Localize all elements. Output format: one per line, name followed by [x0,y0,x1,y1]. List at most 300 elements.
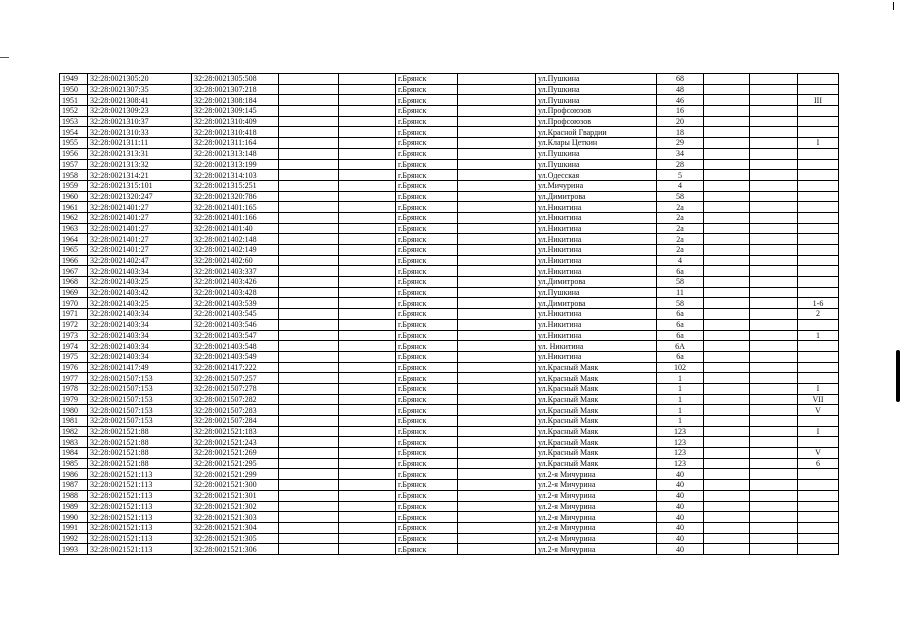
empty-cell [704,234,750,245]
object-number: 32:28:0021314:103 [192,170,279,181]
apartment-note: III [798,95,839,106]
city: г.Брянск [396,533,458,544]
street: ул.Никитина [536,330,657,341]
row-number: 1991 [60,522,88,533]
land-plot-number: 32:28:0021521:88 [88,448,192,459]
city: г.Брянск [396,127,458,138]
empty-cell [339,351,396,362]
city: г.Брянск [396,266,458,277]
apartment-note [798,373,839,384]
street: ул.Профсоюзов [536,106,657,117]
object-number: 32:28:0021521:269 [192,448,279,459]
table-row [60,469,839,480]
street: ул.2-я Мичурина [536,501,657,512]
empty-cell [279,234,339,245]
city: г.Брянск [396,362,458,373]
house-number: 18 [657,127,704,138]
house-number: 40 [657,480,704,491]
empty-cell [750,95,798,106]
row-number: 1969 [60,287,88,298]
empty-cell [704,223,750,234]
house-number: 40 [657,512,704,523]
house-number: 123 [657,458,704,469]
empty-cell [458,116,536,127]
street: ул.Пушкина [536,159,657,170]
row-number: 1993 [60,544,88,555]
land-plot-number: 32:28:0021417:49 [88,362,192,373]
street: ул.Димитрова [536,191,657,202]
object-number: 32:28:0021521:304 [192,522,279,533]
city: г.Брянск [396,298,458,309]
empty-cell [704,490,750,501]
city: г.Брянск [396,255,458,266]
street: ул.Мичурина [536,180,657,191]
empty-cell [279,245,339,256]
table-row [60,480,839,491]
house-number: 2а [657,223,704,234]
house-number: 40 [657,501,704,512]
apartment-note [798,84,839,95]
city: г.Брянск [396,405,458,416]
city: г.Брянск [396,223,458,234]
row-number: 1958 [60,170,88,181]
empty-cell [279,383,339,394]
empty-cell [279,74,339,85]
table-row [60,223,839,234]
city: г.Брянск [396,522,458,533]
empty-cell [339,490,396,501]
table-row [60,341,839,352]
object-number: 32:28:0021521:306 [192,544,279,555]
city: г.Брянск [396,448,458,459]
row-number: 1986 [60,469,88,480]
empty-cell [750,469,798,480]
object-number: 32:28:0021521:302 [192,501,279,512]
empty-cell [339,245,396,256]
empty-cell [458,448,536,459]
city: г.Брянск [396,490,458,501]
land-plot-number: 32:28:0021521:113 [88,480,192,491]
table-row [60,212,839,223]
row-number: 1985 [60,458,88,469]
empty-cell [750,106,798,117]
empty-cell [704,287,750,298]
table-row [60,512,839,523]
city: г.Брянск [396,373,458,384]
empty-cell [339,544,396,555]
street: ул.Красный Маяк [536,362,657,373]
empty-cell [750,512,798,523]
land-plot-number: 32:28:0021521:113 [88,544,192,555]
street: ул.Никитина [536,223,657,234]
object-number: 32:28:0021310:409 [192,116,279,127]
street: ул.2-я Мичурина [536,512,657,523]
empty-cell [339,170,396,181]
street: ул.Никитина [536,319,657,330]
table-row [60,522,839,533]
empty-cell [339,74,396,85]
empty-cell [704,330,750,341]
empty-cell [339,202,396,213]
empty-cell [279,469,339,480]
empty-cell [458,202,536,213]
house-number: 1 [657,373,704,384]
city: г.Брянск [396,95,458,106]
table-row [60,127,839,138]
empty-cell [458,138,536,149]
table-row [60,234,839,245]
object-number: 32:28:0021311:164 [192,138,279,149]
object-number: 32:28:0021521:299 [192,469,279,480]
row-number: 1951 [60,95,88,106]
house-number: 6а [657,266,704,277]
apartment-note: V [798,405,839,416]
empty-cell [704,116,750,127]
object-number: 32:28:0021402:148 [192,234,279,245]
street: ул.Никитина [536,234,657,245]
row-number: 1981 [60,416,88,427]
empty-cell [339,383,396,394]
apartment-note: I [798,383,839,394]
house-number: 40 [657,469,704,480]
table-row [60,266,839,277]
city: г.Брянск [396,245,458,256]
empty-cell [704,212,750,223]
house-number: 123 [657,448,704,459]
empty-cell [279,330,339,341]
object-number: 32:28:0021403:547 [192,330,279,341]
object-number: 32:28:0021313:148 [192,148,279,159]
empty-cell [279,277,339,288]
land-plot-number: 32:28:0021403:34 [88,351,192,362]
land-plot-number: 32:28:0021403:34 [88,341,192,352]
city: г.Брянск [396,330,458,341]
land-plot-number: 32:28:0021507:153 [88,394,192,405]
empty-cell [279,202,339,213]
house-number: 40 [657,533,704,544]
row-number: 1968 [60,277,88,288]
empty-cell [750,522,798,533]
empty-cell [279,127,339,138]
empty-cell [339,309,396,320]
street: ул.Пушкина [536,84,657,95]
apartment-note [798,245,839,256]
empty-cell [704,191,750,202]
empty-cell [339,266,396,277]
empty-cell [458,234,536,245]
table-row [60,309,839,320]
empty-cell [339,212,396,223]
apartment-note [798,341,839,352]
object-number: 32:28:0021403:428 [192,287,279,298]
empty-cell [279,405,339,416]
empty-cell [458,362,536,373]
house-number: 123 [657,437,704,448]
empty-cell [750,362,798,373]
row-number: 1990 [60,512,88,523]
empty-cell [750,266,798,277]
street: ул.Пушкина [536,287,657,298]
apartment-note: 1-6 [798,298,839,309]
apartment-note [798,202,839,213]
house-number: 16 [657,106,704,117]
apartment-note [798,522,839,533]
land-plot-number: 32:28:0021311:11 [88,138,192,149]
empty-cell [750,341,798,352]
city: г.Брянск [396,287,458,298]
street: ул.Димитрова [536,298,657,309]
object-number: 32:28:0021507:257 [192,373,279,384]
empty-cell [750,426,798,437]
apartment-note [798,544,839,555]
apartment-note [798,170,839,181]
empty-cell [339,405,396,416]
table-row [60,490,839,501]
empty-cell [458,180,536,191]
registry-table-body [60,74,839,555]
table-row [60,533,839,544]
land-plot-number: 32:28:0021308:41 [88,95,192,106]
apartment-note [798,287,839,298]
empty-cell [750,501,798,512]
empty-cell [750,116,798,127]
empty-cell [750,191,798,202]
object-number: 32:28:0021401:166 [192,212,279,223]
street: ул.Димитрова [536,277,657,288]
object-number: 32:28:0021401:40 [192,223,279,234]
house-number: 28 [657,159,704,170]
empty-cell [704,416,750,427]
object-number: 32:28:0021521:303 [192,512,279,523]
house-number: 2а [657,202,704,213]
house-number: 46 [657,95,704,106]
empty-cell [339,255,396,266]
empty-cell [339,148,396,159]
house-number: 6А [657,341,704,352]
apartment-note [798,501,839,512]
empty-cell [750,533,798,544]
empty-cell [704,277,750,288]
empty-cell [750,416,798,427]
empty-cell [750,448,798,459]
row-number: 1962 [60,212,88,223]
row-number: 1961 [60,202,88,213]
empty-cell [704,245,750,256]
row-number: 1965 [60,245,88,256]
object-number: 32:28:0021403:545 [192,309,279,320]
object-number: 32:28:0021307:218 [192,84,279,95]
table-row [60,159,839,170]
empty-cell [458,469,536,480]
empty-cell [458,148,536,159]
apartment-note [798,148,839,159]
object-number: 32:28:0021402:149 [192,245,279,256]
empty-cell [279,180,339,191]
row-number: 1963 [60,223,88,234]
house-number: 1 [657,416,704,427]
house-number: 1 [657,383,704,394]
street: ул.Красный Маяк [536,437,657,448]
table-row [60,351,839,362]
table-row [60,277,839,288]
empty-cell [339,480,396,491]
row-number: 1950 [60,84,88,95]
empty-cell [704,458,750,469]
land-plot-number: 32:28:0021402:47 [88,255,192,266]
empty-cell [458,287,536,298]
street: ул.Одесская [536,170,657,181]
empty-cell [339,234,396,245]
street: ул.Профсоюзов [536,116,657,127]
object-number: 32:28:0021403:548 [192,341,279,352]
table-row [60,148,839,159]
table-row [60,373,839,384]
empty-cell [339,533,396,544]
empty-cell [704,74,750,85]
empty-cell [704,437,750,448]
table-row [60,426,839,437]
land-plot-number: 32:28:0021507:153 [88,383,192,394]
empty-cell [750,255,798,266]
street: ул.Пушкина [536,74,657,85]
empty-cell [279,266,339,277]
object-number: 32:28:0021507:282 [192,394,279,405]
city: г.Брянск [396,426,458,437]
house-number: 29 [657,138,704,149]
empty-cell [458,127,536,138]
empty-cell [458,191,536,202]
empty-cell [704,95,750,106]
empty-cell [704,351,750,362]
land-plot-number: 32:28:0021310:37 [88,116,192,127]
empty-cell [458,170,536,181]
house-number: 40 [657,544,704,555]
empty-cell [458,212,536,223]
object-number: 32:28:0021309:145 [192,106,279,117]
empty-cell [704,426,750,437]
city: г.Брянск [396,394,458,405]
table-row [60,180,839,191]
empty-cell [704,159,750,170]
land-plot-number: 32:28:0021521:113 [88,512,192,523]
land-plot-number: 32:28:0021401:27 [88,245,192,256]
empty-cell [339,522,396,533]
land-plot-number: 32:28:0021313:32 [88,159,192,170]
street: ул.Красный Маяк [536,448,657,459]
apartment-note [798,319,839,330]
city: г.Брянск [396,277,458,288]
empty-cell [339,127,396,138]
empty-cell [704,544,750,555]
table-row [60,319,839,330]
empty-cell [704,84,750,95]
house-number: 2а [657,245,704,256]
empty-cell [750,277,798,288]
empty-cell [279,544,339,555]
house-number: 6а [657,309,704,320]
row-number: 1992 [60,533,88,544]
row-number: 1987 [60,480,88,491]
row-number: 1971 [60,309,88,320]
empty-cell [750,309,798,320]
land-plot-number: 32:28:0021320:247 [88,191,192,202]
empty-cell [279,255,339,266]
street: ул.Красный Маяк [536,416,657,427]
city: г.Брянск [396,212,458,223]
street: ул.Никитина [536,266,657,277]
empty-cell [339,287,396,298]
empty-cell [339,116,396,127]
object-number: 32:28:0021310:418 [192,127,279,138]
empty-cell [458,501,536,512]
empty-cell [704,180,750,191]
empty-cell [339,159,396,170]
empty-cell [704,362,750,373]
empty-cell [339,448,396,459]
land-plot-number: 32:28:0021401:27 [88,223,192,234]
object-number: 32:28:0021507:284 [192,416,279,427]
empty-cell [458,159,536,170]
city: г.Брянск [396,512,458,523]
empty-cell [339,277,396,288]
row-number: 1980 [60,405,88,416]
row-number: 1989 [60,501,88,512]
empty-cell [339,95,396,106]
street: ул.Пушкина [536,148,657,159]
land-plot-number: 32:28:0021521:113 [88,469,192,480]
land-plot-number: 32:28:0021507:153 [88,405,192,416]
city: г.Брянск [396,170,458,181]
empty-cell [750,148,798,159]
empty-cell [339,458,396,469]
empty-cell [750,74,798,85]
row-number: 1975 [60,351,88,362]
row-number: 1974 [60,341,88,352]
house-number: 58 [657,298,704,309]
house-number: 5 [657,170,704,181]
house-number: 34 [657,148,704,159]
empty-cell [279,106,339,117]
street: ул.Никитина [536,202,657,213]
empty-cell [279,480,339,491]
street: ул.Никитина [536,212,657,223]
scan-mark [896,350,900,402]
house-number: 123 [657,426,704,437]
row-number: 1972 [60,319,88,330]
empty-cell [339,180,396,191]
empty-cell [279,362,339,373]
empty-cell [750,223,798,234]
empty-cell [458,405,536,416]
empty-cell [704,522,750,533]
house-number: 58 [657,277,704,288]
city: г.Брянск [396,416,458,427]
empty-cell [339,106,396,117]
row-number: 1955 [60,138,88,149]
apartment-note [798,437,839,448]
empty-cell [704,383,750,394]
row-number: 1982 [60,426,88,437]
empty-cell [704,469,750,480]
empty-cell [458,84,536,95]
row-number: 1966 [60,255,88,266]
empty-cell [458,373,536,384]
house-number: 20 [657,116,704,127]
empty-cell [279,522,339,533]
empty-cell [750,458,798,469]
city: г.Брянск [396,458,458,469]
city: г.Брянск [396,501,458,512]
